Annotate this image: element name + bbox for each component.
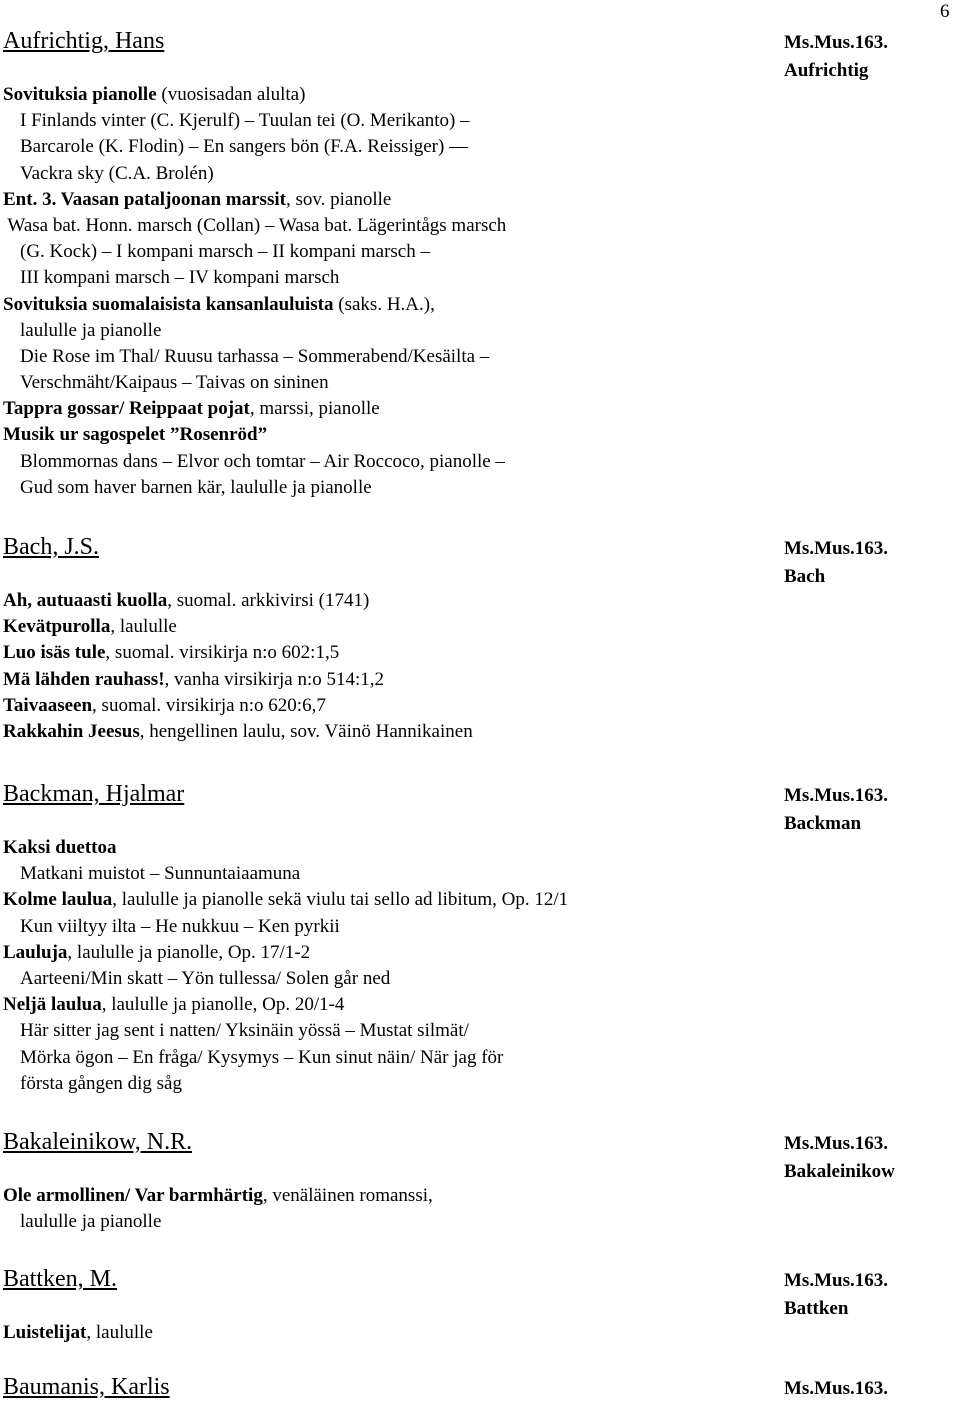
work-description: , laululle	[110, 616, 177, 638]
work-description: III kompani marsch – IV kompani marsch	[20, 267, 340, 289]
work-line	[3, 914, 773, 940]
work-description: Barcarole (K. Flodin) – En sangers bön (F.A. Reissiger) —	[20, 136, 469, 158]
work-title: Neljä laulua	[3, 994, 102, 1016]
work-title: Kaksi duettoa	[3, 837, 117, 858]
work-description: Verschmäht/Kaipaus – Taivas on sininen	[20, 372, 329, 394]
work-line	[3, 82, 773, 108]
work-title: Ah, autuaasti kuolla	[3, 590, 168, 611]
shelfmark-line: Ms.Mus.163.	[784, 538, 888, 559]
work-line	[3, 213, 773, 239]
work-description: I Finlands vinter (C. Kjerulf) – Tuulan tei (O. Merikanto) –	[20, 110, 470, 132]
work-description: , suomal. virsikirja n:o 620:6,7	[92, 694, 326, 716]
work-line	[3, 292, 773, 318]
shelfmark-line: Bakaleinikow	[784, 1161, 895, 1182]
work-description: första gången dig såg	[20, 1072, 182, 1094]
work-title: Musik ur sagospelet ”Rosenröd”	[3, 424, 268, 446]
work-description: , suomal. virsikirja n:o 602:1,5	[105, 642, 340, 664]
work-description: , laululle ja pianolle, Op. 17/1-2	[67, 941, 311, 963]
work-line	[3, 992, 773, 1018]
composer-heading: Aufrichtig, Hans	[3, 28, 165, 54]
work-line	[3, 1045, 773, 1071]
work-description: (vuosisadan alulta)	[156, 84, 306, 105]
work-description: Matkani muistot – Sunnuntaiaamuna	[20, 863, 301, 885]
shelfmark-line: Ms.Mus.163.	[784, 1270, 888, 1291]
work-line	[3, 640, 773, 666]
work-line	[3, 667, 773, 693]
work-description: , laululle ja pianolle sekä viulu tai sello ad libitum, Op. 12/1	[112, 889, 569, 911]
work-description: , laululle ja pianolle, Op. 20/1-4	[101, 994, 345, 1016]
work-line	[3, 966, 773, 992]
work-title: Lauluja	[3, 941, 68, 963]
work-description: Blommornas dans – Elvor och tomtar – Air Roccoco, pianolle –	[20, 450, 505, 472]
shelfmark	[784, 535, 888, 591]
work-line	[3, 614, 773, 640]
work-line	[3, 449, 773, 475]
work-title: Tappra gossar/ Reippaat pojat	[3, 398, 250, 420]
work-line	[3, 1071, 773, 1097]
work-description: Vackra sky (C.A. Brolén)	[20, 162, 214, 184]
work-line	[3, 861, 773, 887]
work-title: Sovituksia suomalaisista kansanlauluista	[3, 293, 334, 315]
composer-heading: Battken, M.	[3, 1266, 117, 1292]
work-line	[3, 161, 773, 187]
work-description: Aarteeni/Min skatt – Yön tullessa/ Solen går ned	[20, 967, 391, 989]
composer-heading: Backman, Hjalmar	[3, 781, 185, 807]
work-description: laululle ja pianolle	[20, 1211, 162, 1233]
work-description: , marssi, pianolle	[249, 398, 380, 420]
shelfmark-line: Backman	[784, 813, 862, 834]
shelfmark-line: Ms.Mus.163.	[784, 1378, 888, 1399]
works-list	[3, 1320, 773, 1346]
works-list	[3, 835, 773, 1097]
work-line	[3, 1183, 773, 1209]
work-title: Kolme laulua	[3, 889, 113, 911]
work-description: , hengellinen laulu, sov. Väinö Hannikainen	[139, 720, 473, 742]
work-description: , suomal. arkkivirsi (1741)	[167, 590, 370, 611]
work-description: Kun viiltyy ilta – He nukkuu – Ken pyrkii	[20, 915, 340, 937]
work-description: , laululle	[86, 1322, 153, 1343]
shelfmark-line: Ms.Mus.163.	[784, 32, 888, 53]
work-line	[3, 344, 773, 370]
works-list	[3, 1183, 773, 1235]
shelfmark	[784, 782, 888, 838]
work-title: Luistelijat	[3, 1322, 87, 1343]
work-description: Wasa bat. Honn. marsch (Collan) – Wasa bat. Lägerintågs marsch	[3, 214, 507, 236]
shelfmark-line: Ms.Mus.163.	[784, 1133, 888, 1154]
work-line	[3, 318, 773, 344]
shelfmark	[784, 1375, 888, 1403]
work-description: Mörka ögon – En fråga/ Kysymys – Kun sinut näin/ När jag för	[20, 1046, 504, 1068]
composer-heading: Baumanis, Karlis	[3, 1374, 170, 1400]
shelfmark-line: Bach	[784, 566, 826, 587]
works-list	[3, 82, 773, 501]
work-line	[3, 265, 773, 291]
work-line	[3, 396, 773, 422]
work-description: , venäläinen romanssi,	[262, 1185, 433, 1206]
work-line	[3, 134, 773, 160]
work-line	[3, 187, 773, 213]
work-title: Sovituksia pianolle	[3, 84, 157, 105]
shelfmark-line: Aufrichtig	[784, 60, 869, 81]
work-description: , sov. pianolle	[285, 188, 392, 210]
work-description: , vanha virsikirja n:o 514:1,2	[164, 668, 385, 690]
work-description: Gud som haver barnen kär, laululle ja pianolle	[20, 476, 372, 498]
work-description: Die Rose im Thal/ Ruusu tarhassa – Sommerabend/Kesäilta –	[20, 345, 490, 367]
work-line	[3, 1320, 773, 1346]
work-description: laululle ja pianolle	[20, 319, 162, 341]
work-line	[3, 887, 773, 913]
work-title: Luo isäs tule	[3, 642, 106, 664]
composer-heading: Bach, J.S.	[3, 534, 99, 560]
work-line	[3, 370, 773, 396]
work-title: Ent. 3. Vaasan pataljoonan marssit	[3, 188, 286, 210]
work-line	[3, 693, 773, 719]
work-description: Här sitter jag sent i natten/ Yksinäin yössä – Mustat silmät/	[20, 1020, 469, 1042]
work-title: Taivaaseen	[3, 694, 93, 716]
shelfmark-line: Battken	[784, 1298, 849, 1319]
shelfmark	[784, 1267, 888, 1323]
work-line	[3, 588, 773, 614]
work-line	[3, 940, 773, 966]
work-line	[3, 108, 773, 134]
work-line	[3, 719, 773, 745]
page-number: 6	[940, 1, 950, 22]
work-title: Rakkahin Jeesus	[3, 720, 140, 742]
work-title: Mä lähden rauhass!	[3, 668, 165, 690]
work-title: Kevätpurolla	[3, 616, 111, 638]
shelfmark	[784, 1130, 895, 1186]
work-line	[3, 422, 773, 448]
work-line	[3, 835, 773, 861]
works-list	[3, 588, 773, 745]
work-description: (G. Kock) – I kompani marsch – II kompani marsch –	[20, 241, 430, 263]
work-line	[3, 475, 773, 501]
work-line	[3, 239, 773, 265]
work-line	[3, 1209, 773, 1235]
work-description: (saks. H.A.),	[333, 293, 435, 315]
work-line	[3, 1018, 773, 1044]
shelfmark-line: Ms.Mus.163.	[784, 785, 888, 806]
shelfmark	[784, 29, 888, 85]
composer-heading: Bakaleinikow, N.R.	[3, 1129, 193, 1155]
work-title: Ole armollinen/ Var barmhärtig	[3, 1185, 263, 1206]
